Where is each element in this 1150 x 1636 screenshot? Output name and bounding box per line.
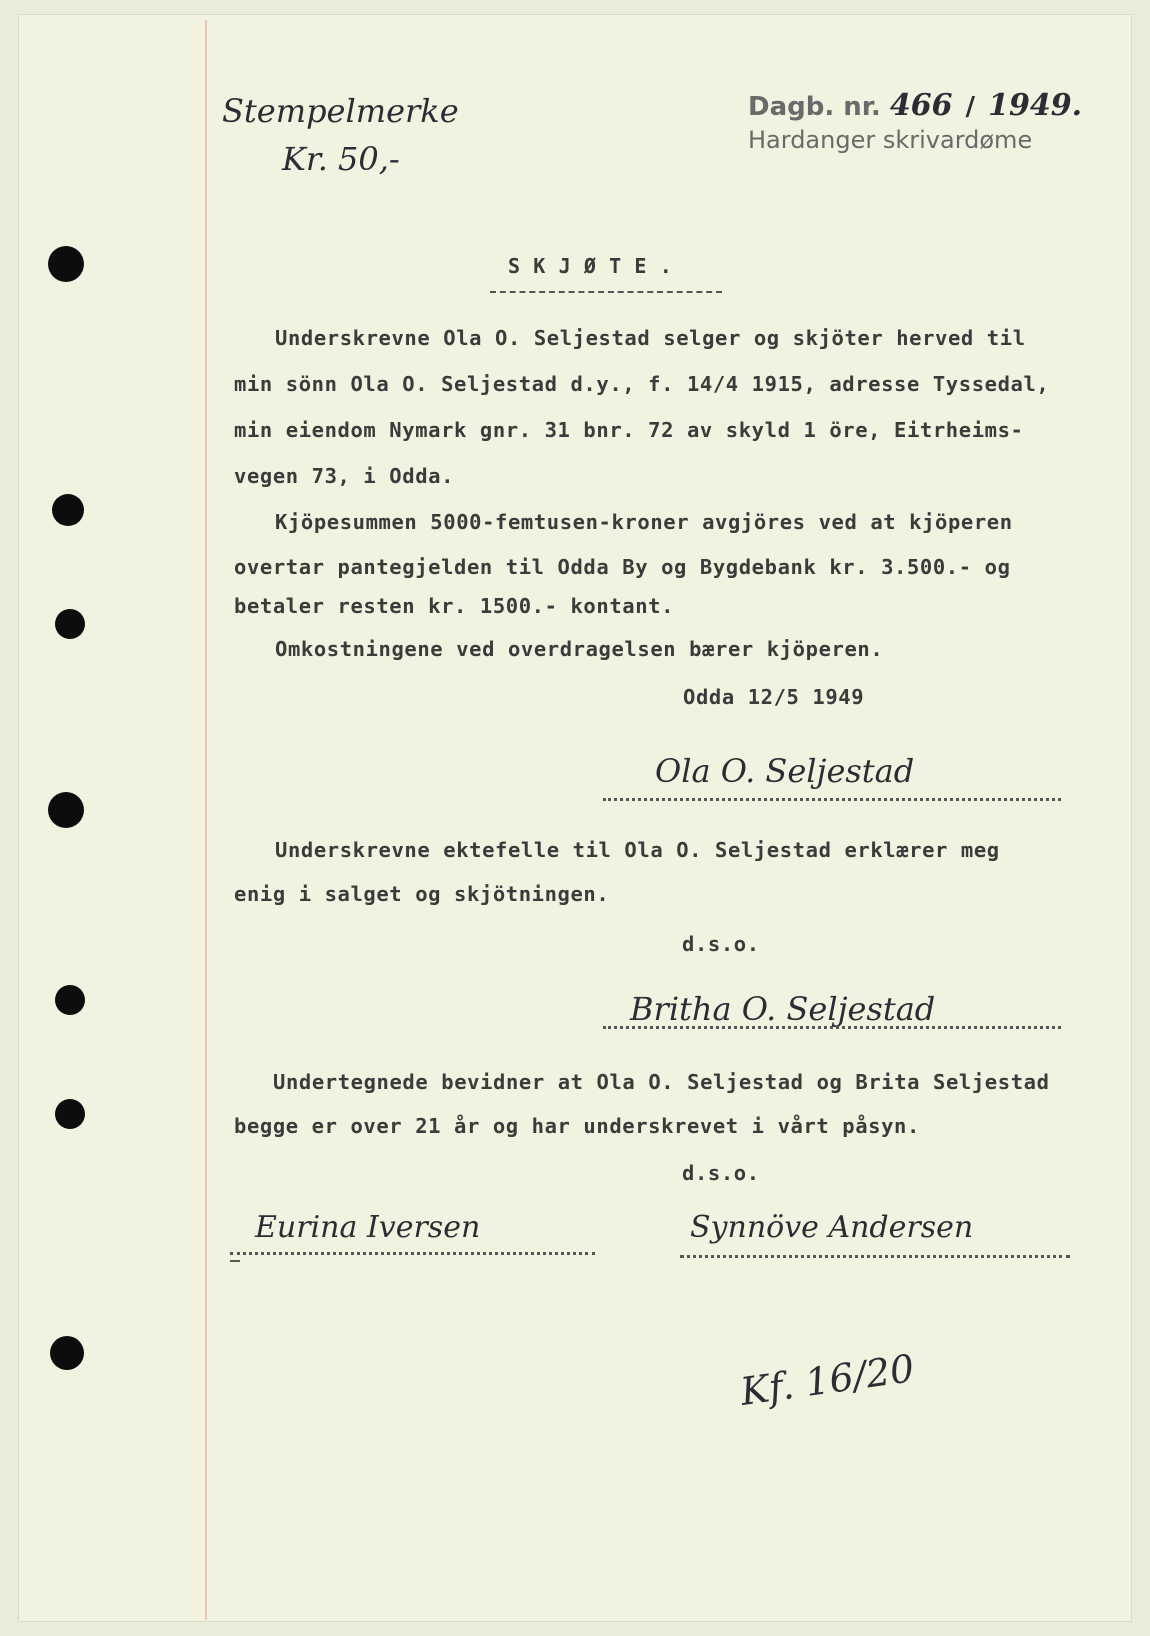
- punch-hole: [48, 246, 84, 282]
- body-line: betaler resten kr. 1500.- kontant.: [234, 594, 675, 618]
- signature-line: [603, 1026, 1061, 1029]
- dso-mark: d.s.o.: [682, 1161, 760, 1185]
- signature-witness-2: Synnöve Andersen: [690, 1210, 974, 1245]
- spouse-statement-line: enig i salget og skjötningen.: [234, 882, 610, 906]
- signature-line: [603, 798, 1061, 801]
- witness-statement-line: Undertegnede bevidner at Ola O. Seljestad og Brita Seljestad: [273, 1070, 1050, 1094]
- spouse-statement-line: Underskrevne ektefelle til Ola O. Seljestad erklærer meg: [275, 838, 1000, 862]
- signature-seller: Ola O. Seljestad: [655, 752, 915, 790]
- signature-witness-1: Eurina Iversen: [255, 1210, 481, 1245]
- punch-hole: [55, 1099, 85, 1129]
- title-underline: [490, 291, 722, 293]
- margin-rule: [205, 20, 207, 1620]
- stamp-note-line2: Kr. 50,-: [282, 140, 400, 178]
- dso-mark: d.s.o.: [682, 932, 760, 956]
- registry-year: 1949.: [988, 88, 1083, 123]
- body-line: vegen 73, i Odda.: [234, 464, 455, 488]
- registry-office: Hardanger skrivardøme: [748, 126, 1033, 154]
- punch-hole: [50, 1336, 84, 1370]
- body-line: overtar pantegjelden til Odda By og Bygdebank kr. 3.500.- og: [234, 555, 1011, 579]
- punch-hole: [52, 494, 84, 526]
- body-line: Kjöpesummen 5000-femtusen-kroner avgjöres ved at kjöperen: [275, 510, 1013, 534]
- signature-line: [680, 1255, 1070, 1258]
- document-title: S K J Ø T E .: [508, 254, 673, 278]
- line-mark: [230, 1260, 240, 1262]
- punch-hole: [55, 985, 85, 1015]
- punch-hole: [48, 792, 84, 828]
- stamp-note-line1: Stempelmerke: [222, 92, 459, 130]
- body-line: Underskrevne Ola O. Seljestad selger og skjöter herved til: [275, 326, 1026, 350]
- body-line: min sönn Ola O. Seljestad d.y., f. 14/4 1915, adresse Tyssedal,: [234, 372, 1050, 396]
- place-date: Odda 12/5 1949: [683, 685, 865, 709]
- registry-prefix: Dagb. nr.: [748, 92, 881, 122]
- punch-hole: [55, 609, 85, 639]
- registry-number: 466: [889, 88, 953, 123]
- signature-spouse: Britha O. Seljestad: [630, 990, 936, 1028]
- signature-line: [230, 1252, 595, 1255]
- clerk-initials: Kf. 16/20: [737, 1346, 917, 1414]
- witness-statement-line: begge er over 21 år og har underskrevet i vårt påsyn.: [234, 1114, 920, 1138]
- body-line: Omkostningene ved overdragelsen bærer kjöperen.: [275, 637, 884, 661]
- body-line: min eiendom Nymark gnr. 31 bnr. 72 av skyld 1 öre, Eitrheims-: [234, 418, 1024, 442]
- registry-stamp: Dagb. nr. 466 / 1949.: [748, 88, 1083, 123]
